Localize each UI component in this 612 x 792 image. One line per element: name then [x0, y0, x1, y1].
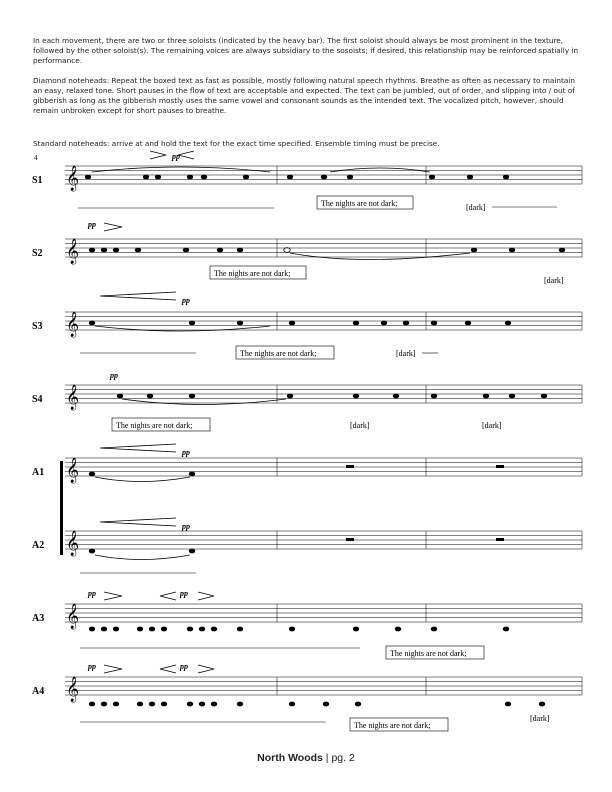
treble-clef: 𝄞 — [66, 165, 80, 190]
dark-label-s2: [dark] — [544, 276, 564, 285]
dark-label-s1: [dark] — [466, 203, 486, 212]
dark-label-a4: [dark] — [530, 714, 550, 723]
page-number: pg. 2 — [331, 752, 355, 764]
dynamic-pp: pp — [172, 152, 180, 161]
staff-label-s1: S1 — [32, 175, 43, 186]
boxed-text-s3: The nights are not dark; — [240, 349, 317, 358]
svg-text:pp: pp — [180, 589, 188, 598]
svg-text:pp: pp — [88, 220, 96, 229]
staff-s4 — [32, 371, 582, 431]
svg-text:𝄞: 𝄞 — [66, 530, 80, 555]
staff-s3 — [32, 292, 582, 359]
soloist-bracket — [60, 461, 63, 555]
footer-separator: | — [322, 752, 332, 764]
whole-rest — [346, 465, 354, 468]
staff-label-a1: A1 — [32, 467, 45, 478]
instruction-diamond-noteheads: Diamond noteheads: Repeat the boxed text as fast as possible, mostly following natural speech rhythms. Breathe as often as necessary to maintain an easy, relaxed tone. Short pauses in the flow of text are acceptable and expected. The text can be jumbled, out of order, and slipping into / out of gibberish as long as the gibberish mostly uses the same vowel and consonant sounds as the intended text. The vocalized pitch, however, should remain unbroken except for short pauses to breathe. — [33, 76, 575, 115]
svg-text:pp: pp — [182, 522, 190, 531]
staff-a3 — [32, 589, 582, 659]
staff-a2 — [32, 518, 582, 573]
svg-text:𝄞: 𝄞 — [66, 457, 80, 482]
staff-label-s3: S3 — [32, 321, 43, 332]
svg-text:𝄞: 𝄞 — [66, 603, 80, 628]
piece-title: North Woods — [257, 752, 323, 764]
svg-text:pp: pp — [110, 371, 118, 380]
staff-s2 — [32, 220, 582, 285]
measure-number: 4 — [34, 154, 38, 162]
staff-label-a4: A4 — [32, 686, 45, 697]
boxed-text-s2: The nights are not dark; — [214, 269, 291, 278]
staff-s1 — [32, 151, 582, 212]
boxed-text-s4: The nights are not dark; — [116, 421, 193, 430]
svg-text:pp: pp — [88, 662, 96, 671]
dark-label-s4-b: [dark] — [482, 421, 502, 430]
staff-label-s2: S2 — [32, 248, 43, 259]
svg-text:𝄞: 𝄞 — [66, 238, 80, 263]
boxed-text-a4: The nights are not dark; — [354, 721, 431, 730]
dark-label-s3: [dark] — [396, 349, 416, 358]
page-footer — [0, 752, 612, 764]
svg-text:pp: pp — [180, 662, 188, 671]
boxed-text-s1: The nights are not dark; — [321, 199, 398, 208]
svg-text:pp: pp — [88, 589, 96, 598]
instruction-standard-noteheads: Standard noteheads: arrive at and hold the text for the exact time specified. Ensemble timing must be precise. — [33, 139, 440, 148]
staff-a4 — [32, 662, 582, 731]
svg-text:𝄞: 𝄞 — [66, 384, 80, 409]
boxed-text-a3: The nights are not dark; — [390, 649, 467, 658]
staff-label-a3: A3 — [32, 613, 45, 624]
dark-label-s4: [dark] — [350, 421, 370, 430]
staff-a1 — [32, 444, 582, 483]
svg-text:pp: pp — [182, 448, 190, 457]
svg-text:𝄞: 𝄞 — [66, 676, 80, 701]
staff-label-a2: A2 — [32, 540, 45, 551]
whole-rest — [496, 465, 504, 468]
svg-text:𝄞: 𝄞 — [66, 311, 80, 336]
svg-text:pp: pp — [182, 296, 190, 305]
staff-label-s4: S4 — [32, 394, 43, 405]
instruction-soloists: In each movement, there are two or three soloists (indicated by the heavy bar). The first soloist should always be most prominent in the texture, followed by the other soloist(s). The remaining voices are always subsidiary to the sosoists; if desired, this relationship may be reinforced spatially in performance. — [33, 36, 579, 65]
